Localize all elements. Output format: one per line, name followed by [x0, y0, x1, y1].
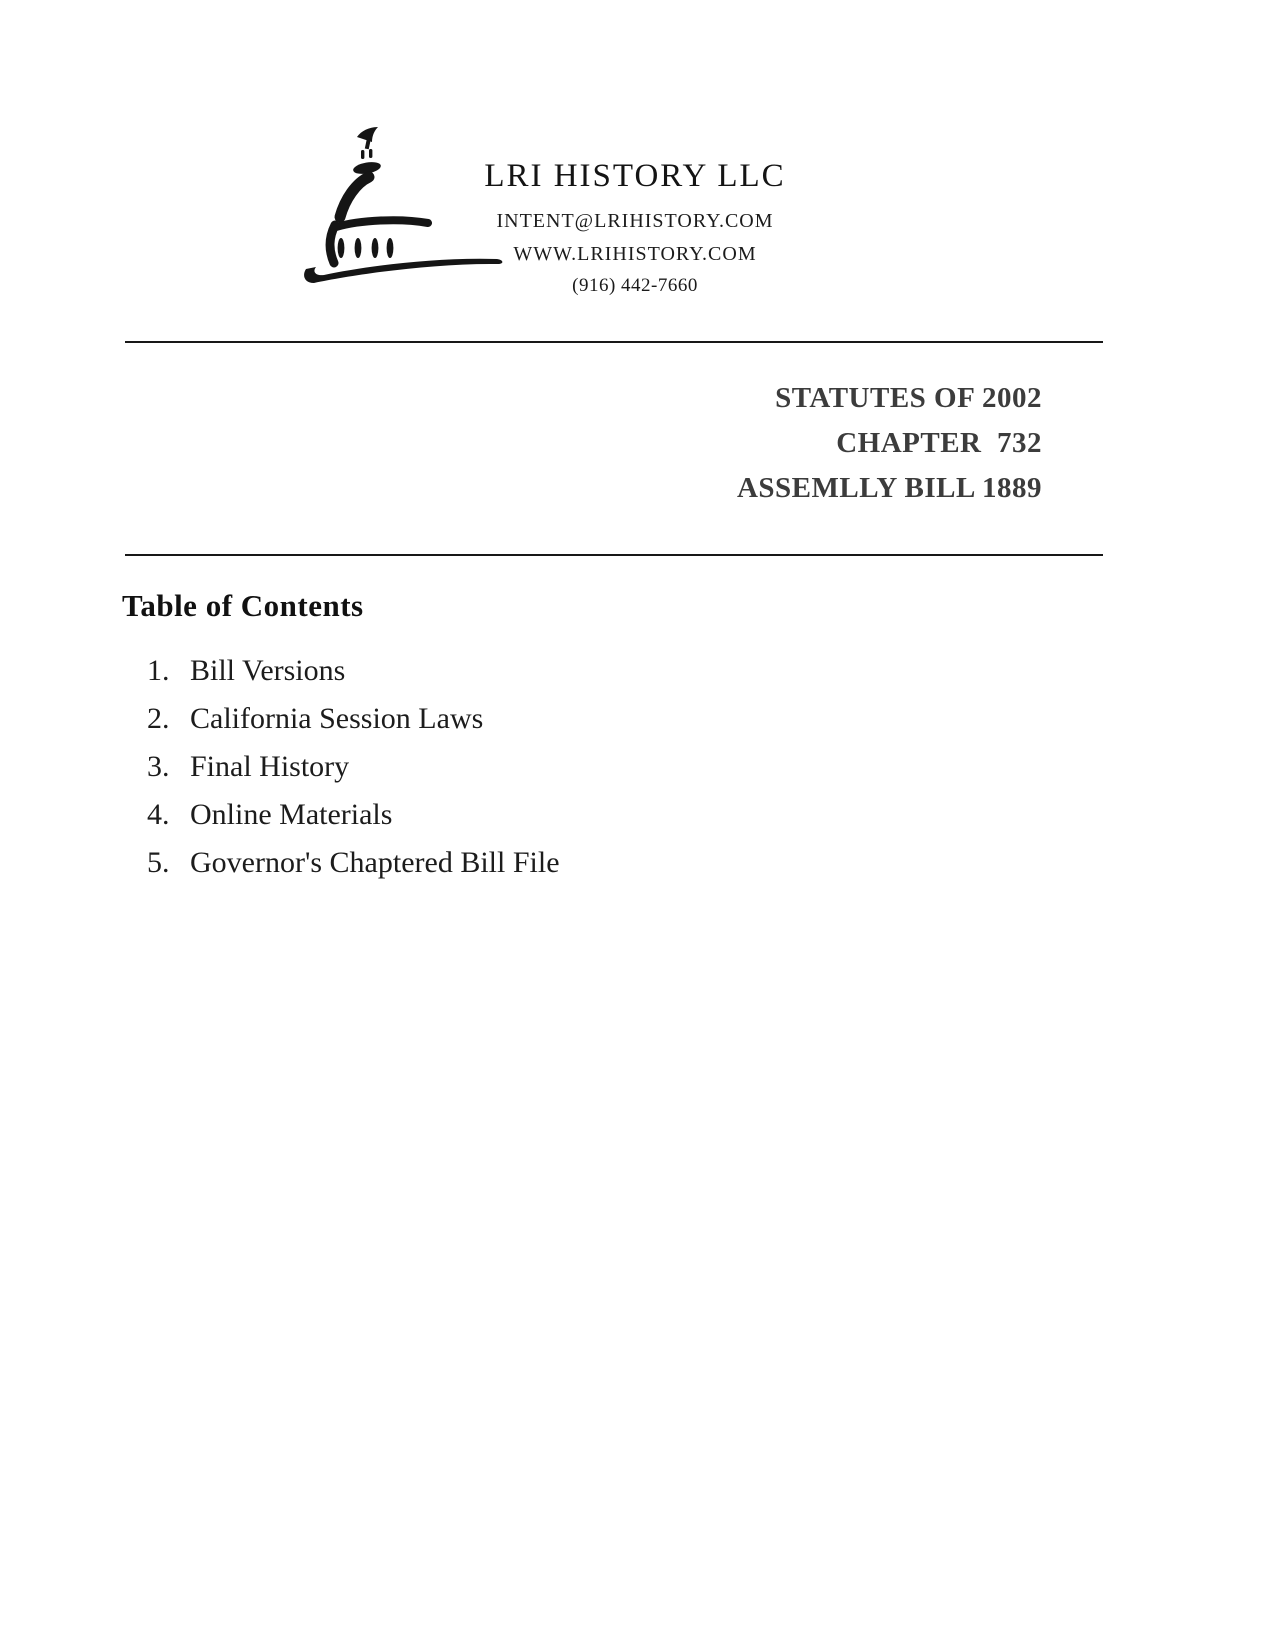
- toc-list: [147, 655, 560, 895]
- toc-item-number: 5.: [147, 846, 170, 879]
- toc-item: [147, 751, 560, 782]
- company-name: LRI HISTORY LLC: [484, 158, 786, 194]
- toc-item-number: 2.: [147, 702, 170, 735]
- toc-item-label: Final History: [190, 750, 350, 783]
- toc-item-label: Bill Versions: [190, 654, 346, 687]
- toc-item: [147, 847, 560, 878]
- company-website: WWW.LRIHISTORY.COM: [513, 243, 757, 265]
- divider-top: [125, 341, 1103, 343]
- toc-item: [147, 799, 560, 830]
- toc-item-number: 3.: [147, 750, 170, 783]
- toc-item-label: Online Materials: [190, 798, 393, 831]
- bill-title-block: [737, 376, 1042, 511]
- toc-item: [147, 703, 560, 734]
- assembly-bill-line: ASSEMLLY BILL 1889: [736, 472, 1042, 504]
- company-phone: (916) 442-7660: [572, 275, 698, 296]
- letterhead-text: [420, 158, 850, 298]
- toc-heading: Table of Contents: [122, 588, 364, 623]
- toc-item-label: California Session Laws: [190, 702, 484, 735]
- divider-bottom: [125, 554, 1103, 556]
- toc-item: [147, 655, 560, 686]
- statutes-year-line: STATUTES OF 2002: [775, 382, 1042, 414]
- chapter-number-line: CHAPTER 732: [836, 427, 1042, 459]
- toc-item-number: 1.: [147, 654, 170, 687]
- toc-item-label: Governor's Chaptered Bill File: [190, 846, 560, 879]
- company-email: INTENT@LRIHISTORY.COM: [496, 210, 774, 232]
- toc-item-number: 4.: [147, 798, 170, 831]
